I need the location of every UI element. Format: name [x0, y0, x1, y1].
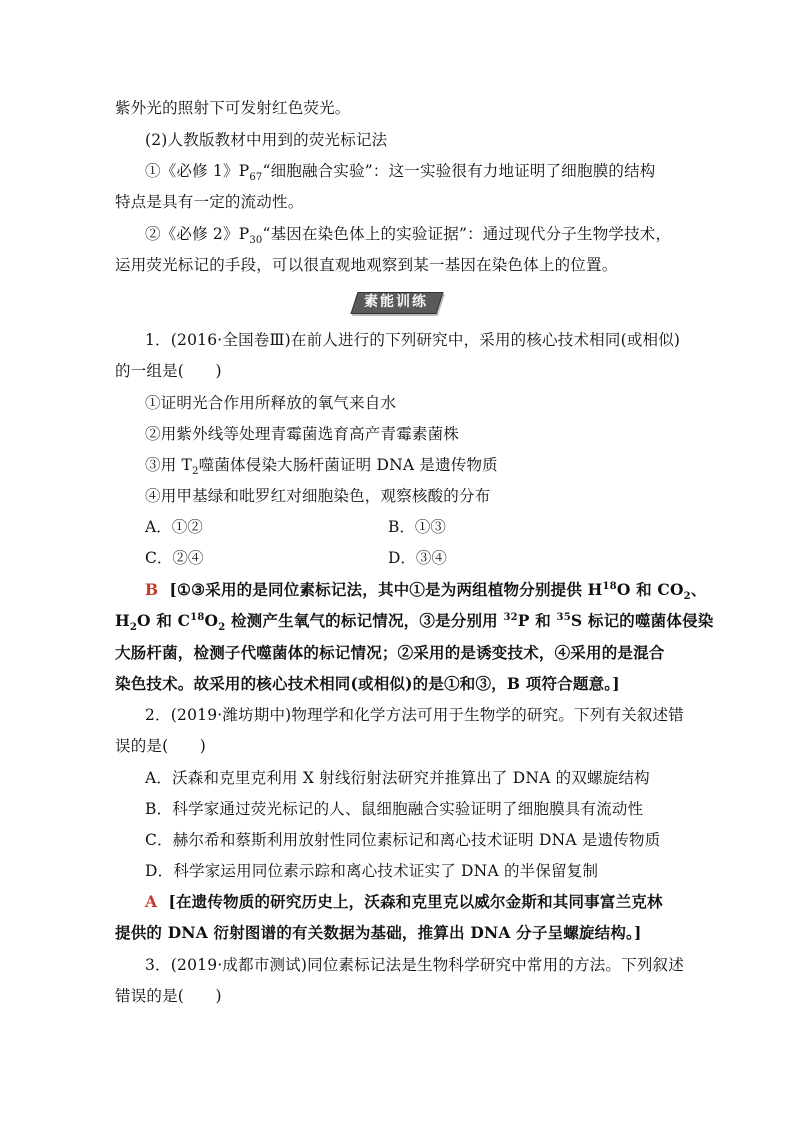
q2-explanation-1: A [在遗传物质的研究历史上，沃森和克里克以威尔金斯和其同事富兰克林: [145, 892, 663, 911]
q2-option-b: B．科学家通过荧光标记的人、鼠细胞融合实验证明了细胞膜具有流动性: [145, 800, 644, 818]
q1-option-b: B．①③: [388, 518, 446, 536]
q1-explanation-2: $H_2O$ 和 $C^{18}O_2$ 检测产生氧气的标记情况，③是分别用 $^{32}$P 和 $^{35}$S 标记的噬菌体侵染: [115, 611, 714, 634]
intro-item-1-cont: 特点是具有一定的流动性。: [115, 193, 304, 211]
q1-explanation-1: B [①③采用的是同位素标记法，其中①是为两组植物分别提供 $H^{18}O$ 和 $CO_2$、: [145, 580, 707, 603]
q1-statement-3: ③用 $T_2$噬菌体侵染大肠杆菌证明 DNA 是遗传物质: [145, 456, 498, 478]
q1-statement-2: ②用紫外线等处理青霉菌选育高产青霉素菌株: [145, 425, 460, 443]
q1-option-a: A．①②: [145, 518, 203, 536]
intro-line-1: 紫外光的照射下可发射红色荧光。: [115, 99, 351, 117]
section-badge: [346, 290, 446, 316]
intro-item-1: ①《必修 1》$P_{67}“$细胞融合实验”：这一实验很有力地证明了细胞膜的结构: [145, 162, 656, 184]
q1-option-c: C．②④: [145, 549, 204, 567]
q1-explanation-4: 染色技术。故采用的核心技术相同(或相似)的是①和③，B 项符合题意。]: [115, 674, 620, 693]
q2-answer: A: [145, 892, 158, 911]
q1-stem: 1．(2016·全国卷Ⅲ)在前人进行的下列研究中，采用的核心技术相同(或相似): [145, 331, 681, 349]
q3-stem: 3．(2019·成都市测试)同位素标记法是生物科学研究中常用的方法。下列叙述: [145, 956, 684, 974]
intro-item-2-cont: 运用荧光标记的手段，可以很直观地观察到某一基因在染色体上的位置。: [115, 256, 618, 274]
q1-option-d: D．③④: [388, 549, 447, 567]
q1-answer: B: [145, 580, 159, 599]
section-heading: (2)人教版教材中用到的荧光标记法: [145, 131, 388, 149]
q2-stem: 2．(2019·潍坊期中)物理学和化学方法可用于生物学的研究。下列有关叙述错: [145, 706, 684, 724]
q2-option-c: C．赫尔希和蔡斯利用放射性同位素标记和离心技术证明 DNA 是遗传物质: [145, 831, 661, 849]
q1-statement-1: ①证明光合作用所释放的氧气来自水: [145, 394, 397, 412]
q2-option-d: D．科学家运用同位素示踪和离心技术证实了 DNA 的半保留复制: [145, 862, 599, 880]
q1-statement-4: ④用甲基绿和吡罗红对细胞染色，观察核酸的分布: [145, 487, 491, 505]
q1-stem-cont: 的一组是( ): [115, 362, 222, 380]
q3-stem-cont: 错误的是( ): [115, 987, 222, 1005]
q2-explanation-2: 提供的 DNA 衍射图谱的有关数据为基础，推算出 DNA 分子呈螺旋结构。]: [115, 923, 642, 942]
q1-explanation-3: 大肠杆菌，检测子代噬菌体的标记情况；②采用的是诱变技术，④采用的是混合: [115, 643, 665, 662]
badge-label: 素能训练: [364, 294, 428, 310]
q2-stem-cont: 误的是( ): [115, 737, 206, 755]
q2-option-a: A．沃森和克里克利用 X 射线衍射法研究并推算出了 DNA 的双螺旋结构: [145, 769, 650, 787]
intro-item-2: ②《必修 2》$P_{30}“$基因在染色体上的实验证据”：通过现代分子生物学技术，: [145, 225, 672, 247]
